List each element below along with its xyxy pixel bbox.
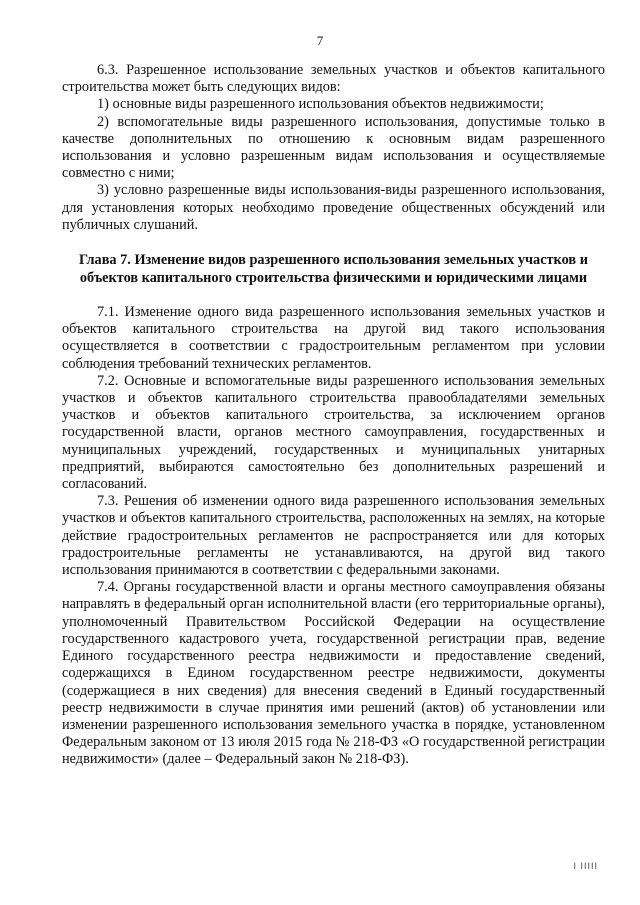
- paragraph-6-3: 6.3. Разрешенное использование земельных участков и объектов капитального строительства может быть следующих видов:: [62, 62, 605, 96]
- chapter-7-heading: Глава 7. Изменение видов разрешенного использования земельных участков и объектов капитального строительства физическими и юридическими лицами: [79, 252, 588, 286]
- list-item-2: 2) вспомогательные виды разрешенного использования, допустимые только в качестве дополнительных по отношению к основным видам разрешенного использования и условно разрешенным видам использования и осуществляемые совместно с ними;: [62, 113, 605, 182]
- paragraph-7-4: 7.4. Органы государственной власти и органы местного самоуправления обязаны направлять в федеральный орган исполнительной власти (его территориальные органы), уполномоченный Правительством Российской Федерации на осуществление государственного кадастрового учета, государственной регистрации прав, ведение Единого государственного реестра недвижимости и предоставление сведений, содержащихся в Едином государственном реестре недвижимости, документы (содержащиеся в них сведения) для внесения сведений в Единый государственный реестр недвижимости в случае принятия ими решений (актов) об установлении или изменении разрешенного использования земельного участка в порядке, установленном Федеральным законом от 13 июля 2015 года № 218-ФЗ «О государственной регистрации недвижимости» (далее – Федеральный закон № 218-ФЗ).: [62, 579, 605, 768]
- page-number: 7: [316, 33, 324, 48]
- list-item-3: 3) условно разрешенные виды использования-виды разрешенного использования, для установления которых необходимо проведение общественных обсуждений или публичных слушаний.: [62, 182, 605, 233]
- footer-barcode-mark: I IIIII: [573, 860, 598, 871]
- page-content: [62, 62, 605, 769]
- paragraph-7-3: 7.3. Решения об изменении одного вида разрешенного использования земельных участков и объектов капитального строительства, расположенных на землях, на которые действие градостроительных регламентов не распространяется или для которых градостроительные регламенты не устанавливаются, на другой вид такого использования принимаются в соответствии с федеральными законами.: [62, 493, 605, 579]
- paragraph-7-2: 7.2. Основные и вспомогательные виды разрешенного использования земельных участков и объектов капитального строительства правообладателями земельных участков и объектов капитального строительства, за исключением органов государственной власти, органов местного самоуправления, государственных и муниципальных учреждений, государственных и муниципальных унитарных предприятий, выбираются самостоятельно без дополнительных разрешений и согласований.: [62, 372, 605, 493]
- paragraph-7-1: 7.1. Изменение одного вида разрешенного использования земельных участков и объектов капитального строительства на другой вид такого использования осуществляется в соответствии с градостроительным регламентом при условии соблюдения требований технических регламентов.: [62, 304, 605, 372]
- list-item-1: 1) основные виды разрешенного использования объектов недвижимости;: [97, 96, 544, 113]
